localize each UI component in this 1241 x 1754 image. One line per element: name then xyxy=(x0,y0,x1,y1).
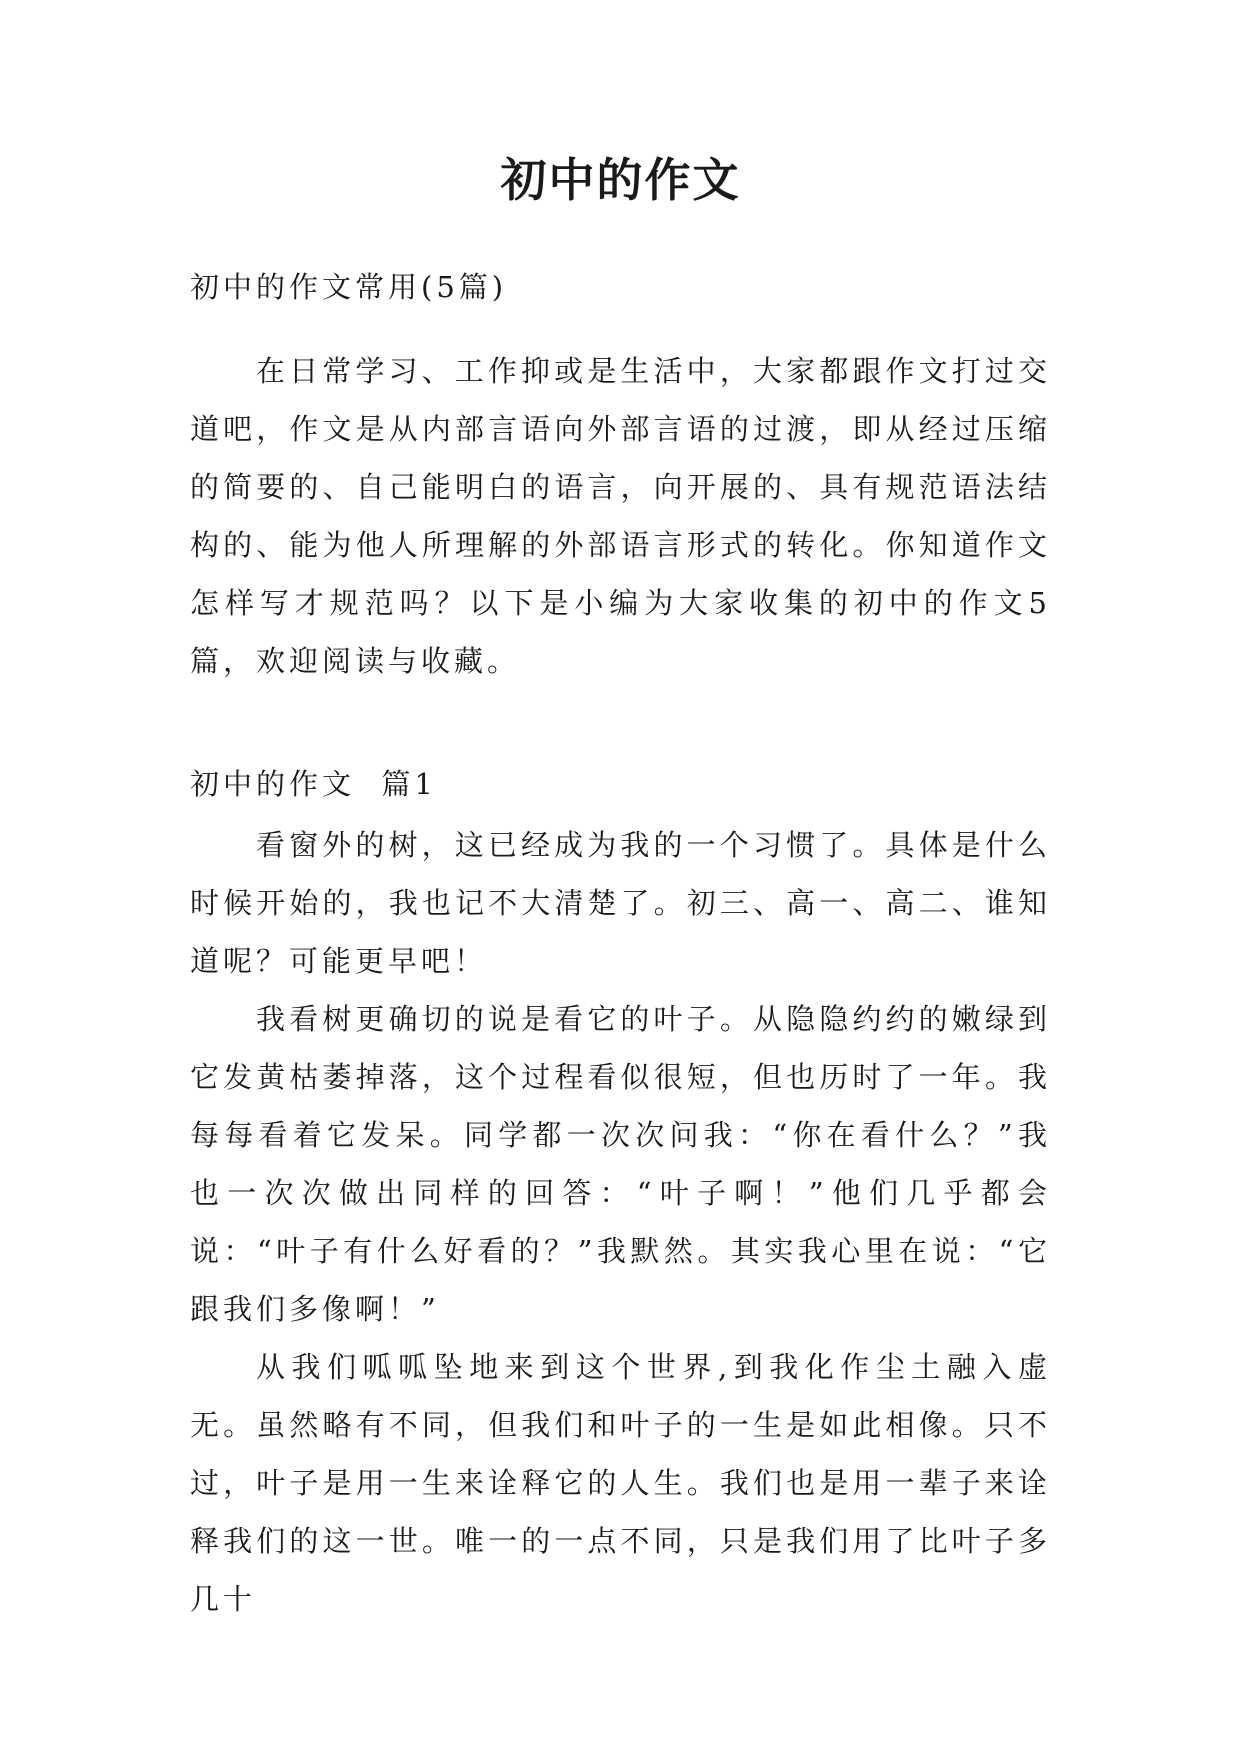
essay1-paragraph-1: 看窗外的树，这已经成为我的一个习惯了。具体是什么时候开始的，我也记不大清楚了。初三、高一、高二、谁知道呢？可能更早吧！ xyxy=(190,828,1051,978)
essay1-section xyxy=(190,816,1051,1628)
intro-paragraph: 在日常学习、工作抑或是生活中，大家都跟作文打过交道吧，作文是从内部言语向外部言语的过渡，即从经过压缩的简要的、自己能明白的语言，向开展的、具有规范语法结构的、能为他人所理解的外部语言形式的转化。你知道作文怎样写才规范吗？以下是小编为大家收集的初中的作文5篇，欢迎阅读与收藏。 xyxy=(190,354,1051,678)
intro-subtitle: 初中的作文常用(5篇) xyxy=(190,270,508,304)
document-title: 初中的作文 xyxy=(500,153,741,207)
essay1-paragraph-3: 从我们呱呱坠地来到这个世界,到我化作尘土融入虚无。虽然略有不同，但我们和叶子的一生是如此相像。只不过，叶子是用一生来诠释它的人生。我们也是用一辈子来诠释我们的这一世。唯一的一点不同，只是我们用了比叶子多几十 xyxy=(190,1350,1051,1616)
essay1-paragraph-2: 我看树更确切的说是看它的叶子。从隐隐约约的嫩绿到它发黄枯萎掉落，这个过程看似很短，但也历时了一年。我每每看着它发呆。同学都一次次问我：“你在看什么？”我也一次次做出同样的回答：“叶子啊！”他们几乎都会说：“叶子有什么好看的？”我默然。其实我心里在说：“它跟我们多像啊！” xyxy=(190,1002,1051,1326)
essay1-subtitle: 初中的作文 篇1 xyxy=(190,767,437,801)
intro-section xyxy=(190,342,1051,690)
